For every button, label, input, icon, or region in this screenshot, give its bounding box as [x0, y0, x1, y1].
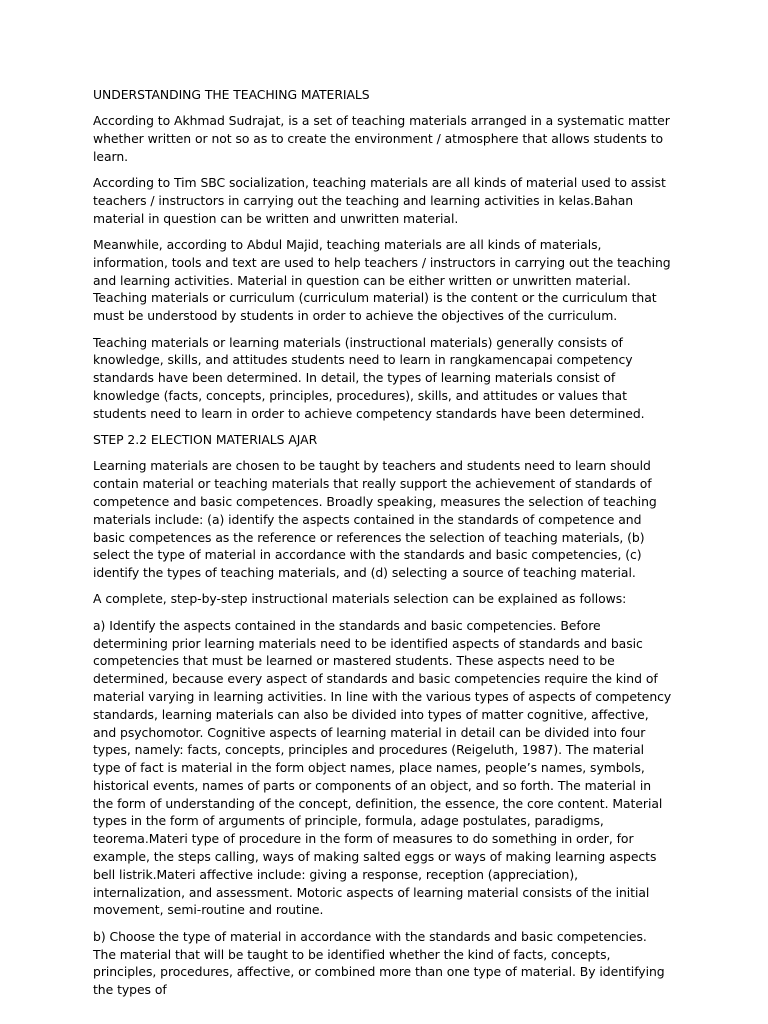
paragraph-step-by-step-intro: A complete, step-by-step instructional materials selection can be explained as follows:: [93, 591, 627, 607]
heading-step-2-2: STEP 2.2 ELECTION MATERIALS AJAR: [93, 432, 318, 448]
paragraph-step-b: b) Choose the type of material in accordance with the standards and basic competencies. The material that will be taught to be identified whether the kind of facts, concepts, principles, procedures, affective, or combined more than one type of material. By identifying the types of: [93, 928, 665, 998]
paragraph-sudrajat-definition: According to Akhmad Sudrajat, is a set of teaching materials arranged in a systematic matter whether written or not so as to create the environment / atmosphere that allows students to learn.: [93, 113, 670, 164]
heading-understanding-teaching-materials: UNDERSTANDING THE TEACHING MATERIALS: [93, 87, 370, 102]
paragraph-step-a: a) Identify the aspects contained in the standards and basic competencies. Before determining prior learning materials need to be identified aspects of standards and basic competencies that must be learned or mastered students. These aspects need to be determined, because every aspect of standards and basic competencies require the kind of material varying in learning activities. In line with the various types of aspects of competency standards, learning materials can also be divided into types of matter cognitive, affective, and psychomotor. Cognitive aspects of learning material in detail can be divided into four types, namely: facts, concepts, principles and procedures (Reigeluth, 1987). The material type of fact is material in the form object names, place names, people’s names, symbols, historical events, names of parts or components of an object, and so forth. The material in the form of understanding of the concept, definition, the essence, the core content. Material types in the form of arguments of principle, formula, adage postulates, paradigms, teorema.Materi type of procedure in the form of measures to do something in order, for example, the steps calling, ways of making salted eggs or ways of making learning aspects bell listrik.Materi affective include: giving a response, reception (appreciation), internalization, and assessment. Motoric aspects of learning material consists of the initial movement, semi-routine and routine.: [93, 617, 672, 918]
paragraph-abdul-majid-definition: Meanwhile, according to Abdul Majid, teaching materials are all kinds of materials, information, tools and text are used to help teachers / instructors in carrying out the teaching and learning activities. Material in question can be either written or unwritten material. Teaching materials or curriculum (curriculum material) is the content or the curriculum that must be understood by students in order to achieve the objectives of the curriculum.: [93, 237, 671, 324]
paragraph-instructional-materials: Teaching materials or learning materials (instructional materials) generally consists of knowledge, skills, and attitudes students need to learn in rangkamencapai competency standards have been determined. In detail, the types of learning materials consist of knowledge (facts, concepts, principles, procedures), skills, and attitudes or values that students need to learn in order to achieve competency standards have been determined.: [93, 334, 645, 421]
document-page: [93, 86, 673, 1007]
paragraph-tim-sbc-definition: According to Tim SBC socialization, teaching materials are all kinds of material used to assist teachers / instructors in carrying out the teaching and learning activities in kelas.Bahan material in question can be written and unwritten material.: [93, 175, 666, 226]
paragraph-selection-measures: Learning materials are chosen to be taught by teachers and students need to learn should contain material or teaching materials that really support the achievement of standards of competence and basic competences. Broadly speaking, measures the selection of teaching materials include: (a) identify the aspects contained in the standards of competence and basic competences as the reference or references the selection of teaching materials, (b) select the type of material in accordance with the standards and basic competencies, (c) identify the types of teaching materials, and (d) selecting a source of teaching material.: [93, 458, 657, 581]
